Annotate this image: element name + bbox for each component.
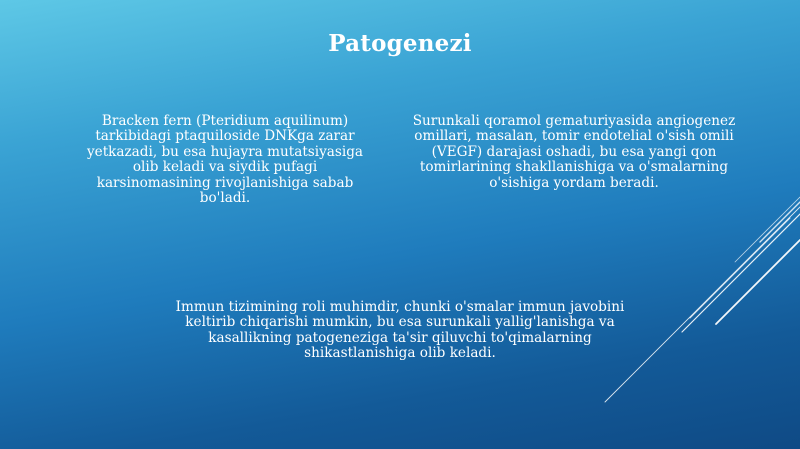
paragraph-angiogenesis: Surunkali qoramol gematuriyasida angiogenez omillari, masalan, tomir endotelial o'sish omili (VEGF) darajasi oshadi, bu esa yangi qon tomirlarining shakllanishiga va o'smalarning o'sishiga yordam beradi.: [412, 113, 736, 191]
deco-line-4: [735, 197, 800, 262]
deco-line-2: [690, 218, 790, 318]
deco-line-3: [716, 240, 800, 324]
deco-line-5: [760, 202, 800, 242]
paragraph-ptaquiloside: Bracken fern (Pteridium aquilinum) tarkibidagi ptaquiloside DNKga zarar yetkazadi, bu esa hujayra mutatsiyasiga olib keladi va siydik pufagi karsinomasining rivojlanishiga sabab bo'ladi.: [86, 113, 364, 207]
slide-title: Patogenezi: [328, 30, 472, 57]
deco-line-1: [682, 214, 800, 332]
paragraph-immune-system: Immun tizimining roli muhimdir, chunki o'smalar immun javobini keltirib chiqarishi mumkin, bu esa surunkali yallig'lanishga va kasallikning patogeneziga ta'sir qiluvchi to'qimalarning shikastlanishiga olib keladi.: [175, 299, 625, 362]
